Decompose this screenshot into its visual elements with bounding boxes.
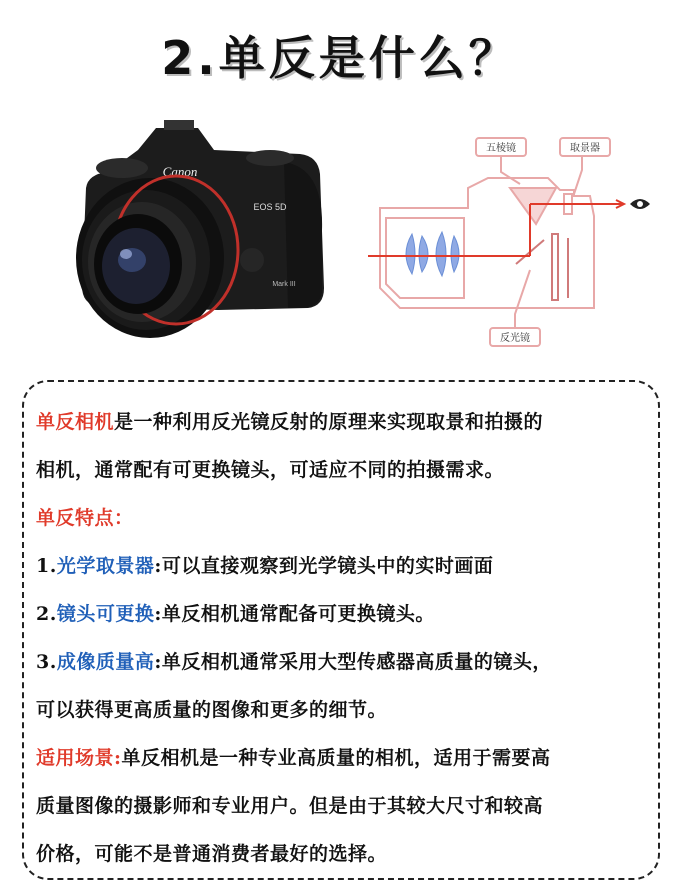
feature-3-number: 3. [36, 651, 57, 673]
features-heading: 单反特点： [36, 507, 134, 529]
eye-icon [630, 199, 650, 209]
dslr-camera-image [38, 110, 338, 360]
feature-3-text-1: :单反相机通常采用大型传感器高质量的镜头， [154, 651, 552, 673]
feature-2-text: :单反相机通常配备可更换镜头。 [154, 603, 435, 625]
label-mirror: 反光镜 [500, 333, 530, 344]
usage-line-3: 价格，可能不是普通消费者最好的选择。 [36, 843, 388, 865]
intro-text-1: 是一种利用反光镜反射的原理来实现取景和拍摄的 [114, 411, 544, 433]
label-viewfinder: 取景器 [570, 143, 600, 154]
feature-1 [36, 542, 656, 590]
usage-line-2: 质量图像的摄影师和专业用户。但是由于其较大尺寸和较高 [36, 795, 544, 817]
intro-line-2: 相机，通常配有可更换镜头，可适应不同的拍摄需求。 [36, 459, 505, 481]
camera-edition-text: Mark III [272, 281, 296, 288]
feature-1-term: 光学取景器 [56, 555, 155, 577]
feature-3-term: 成像质量高 [56, 651, 155, 673]
page-title: 2.单反是什么？ [161, 31, 519, 85]
feature-1-number: 1. [36, 555, 57, 577]
camera-brand-text: Canon [162, 164, 198, 179]
usage-line-1 [36, 734, 656, 782]
label-pentaprism: 五棱镜 [486, 143, 516, 154]
usage-text-1: 单反相机是一种专业高质量的相机，适用于需要高 [121, 747, 551, 769]
description-content [36, 398, 656, 878]
camera-model-text: EOS 5D [253, 202, 287, 212]
feature-1-text: :可以直接观察到光学镜头中的实时画面 [154, 555, 494, 577]
feature-2-number: 2. [36, 603, 57, 625]
feature-2 [36, 590, 656, 638]
intro-line-1 [36, 398, 656, 446]
feature-2-term: 镜头可更换 [56, 603, 155, 625]
feature-3-line-2: 可以获得更高质量的图像和更多的细节。 [36, 699, 388, 721]
feature-3 [36, 638, 656, 686]
dslr-optical-diagram [360, 128, 660, 358]
intro-term: 单反相机 [36, 411, 115, 433]
usage-term: 适用场景: [36, 747, 122, 769]
